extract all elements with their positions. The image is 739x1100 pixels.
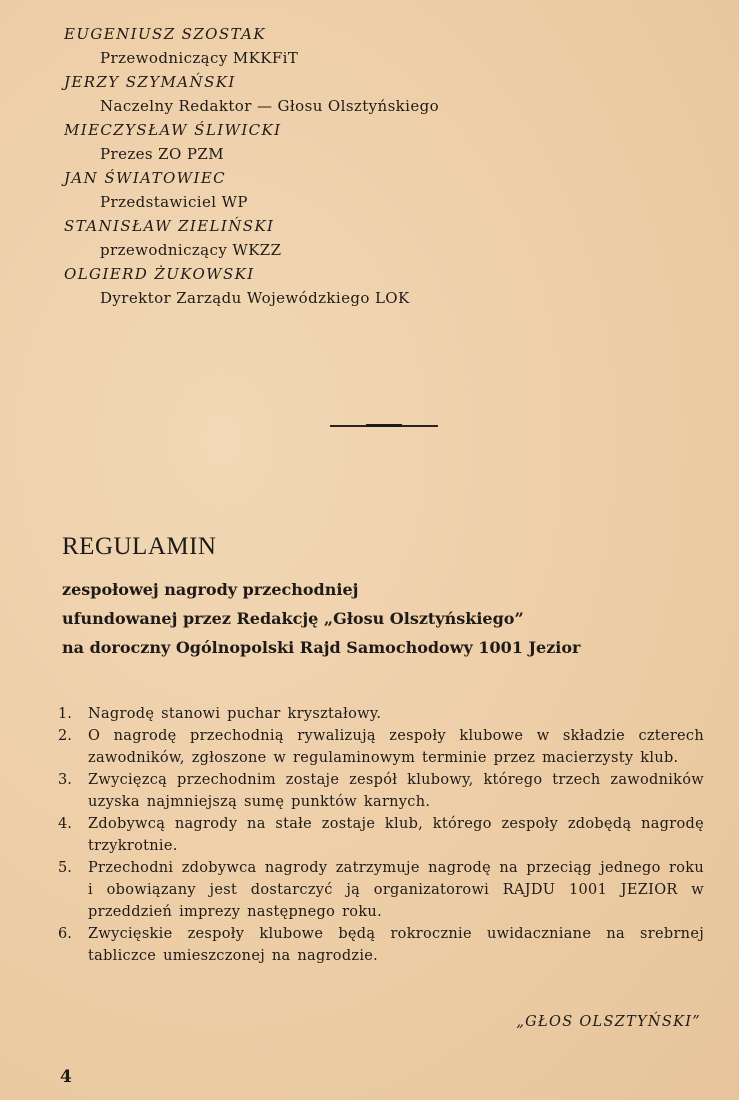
rule-number: 2. xyxy=(58,728,72,744)
rule-item xyxy=(58,769,704,813)
rule-item xyxy=(58,813,704,857)
member-name: OLGIERD ŻUKOWSKI xyxy=(64,265,255,283)
committee-member xyxy=(64,118,664,166)
rule-number: 3. xyxy=(58,772,72,788)
rule-number: 5. xyxy=(58,860,72,876)
committee-member xyxy=(64,166,664,214)
rule-text: O nagrodę przechodnią rywalizują zespoły klubowe w składzie czterech zawodników, zgłoszone w regulaminowym terminie przez macierzysty klub. xyxy=(88,728,704,766)
member-name: STANISŁAW ZIELIŃSKI xyxy=(64,217,275,235)
regulations-subtitle xyxy=(62,575,580,662)
rule-number: 1. xyxy=(58,706,72,722)
signature: „GŁOS OLSZTYŃSKI” xyxy=(516,1014,701,1030)
committee-member xyxy=(64,22,664,70)
member-name: JAN ŚWIATOWIEC xyxy=(64,169,227,187)
rule-text: Zwycięzcą przechodnim zostaje zespół klubowy, którego trzech zawodników uzyska najmniejszą sumę punktów karnych. xyxy=(88,772,704,810)
member-role: przewodniczący WKZZ xyxy=(100,241,282,259)
member-role: Dyrektor Zarządu Wojewódzkiego LOK xyxy=(100,289,410,307)
subtitle-line: zespołowej nagrody przechodniej xyxy=(62,580,359,599)
rule-item xyxy=(58,923,704,967)
subtitle-line: na doroczny Ogólnopolski Rajd Samochodowy 1001 Jezior xyxy=(62,638,581,657)
member-role: Prezes ZO PZM xyxy=(100,145,224,163)
rule-number: 6. xyxy=(58,926,72,942)
section-divider xyxy=(330,425,438,427)
committee-list xyxy=(64,22,664,310)
rule-number: 4. xyxy=(58,816,72,832)
committee-member xyxy=(64,214,664,262)
committee-member xyxy=(64,70,664,118)
member-name: EUGENIUSZ SZOSTAK xyxy=(64,25,266,43)
subtitle-line: ufundowanej przez Redakcję „Głosu Olsztyńskiego” xyxy=(62,609,524,628)
rule-item xyxy=(58,725,704,769)
member-name: JERZY SZYMAŃSKI xyxy=(64,73,236,91)
committee-member xyxy=(64,262,664,310)
rule-text: Przechodni zdobywca nagrody zatrzymuje nagrodę na przeciąg jednego roku i obowiązany jest dostarczyć ją organizatorowi RAJDU 1001 JEZIOR w przeddzień imprezy następnego roku. xyxy=(88,860,704,920)
rules-list xyxy=(58,703,704,967)
rule-item xyxy=(58,703,704,725)
rule-text: Zwycięskie zespoły klubowe będą rokrocznie uwidaczniane na srebrnej tabliczce umieszczonej na nagrodzie. xyxy=(88,926,704,964)
page-number: 4 xyxy=(60,1067,72,1087)
rule-text: Zdobywcą nagrody na stałe zostaje klub, którego zespoły zdobędą nagrodę trzykrotnie. xyxy=(88,816,704,854)
rule-item xyxy=(58,857,704,923)
divider-center xyxy=(366,424,402,427)
member-role: Przedstawiciel WP xyxy=(100,193,248,211)
rule-text: Nagrodę stanowi puchar kryształowy. xyxy=(88,706,382,722)
regulations-title: REGULAMIN xyxy=(62,533,217,560)
member-name: MIECZYSŁAW ŚLIWICKI xyxy=(64,121,282,139)
member-role: Naczelny Redaktor — Głosu Olsztyńskiego xyxy=(100,97,440,115)
member-role: Przewodniczący MKKFiT xyxy=(100,49,299,67)
